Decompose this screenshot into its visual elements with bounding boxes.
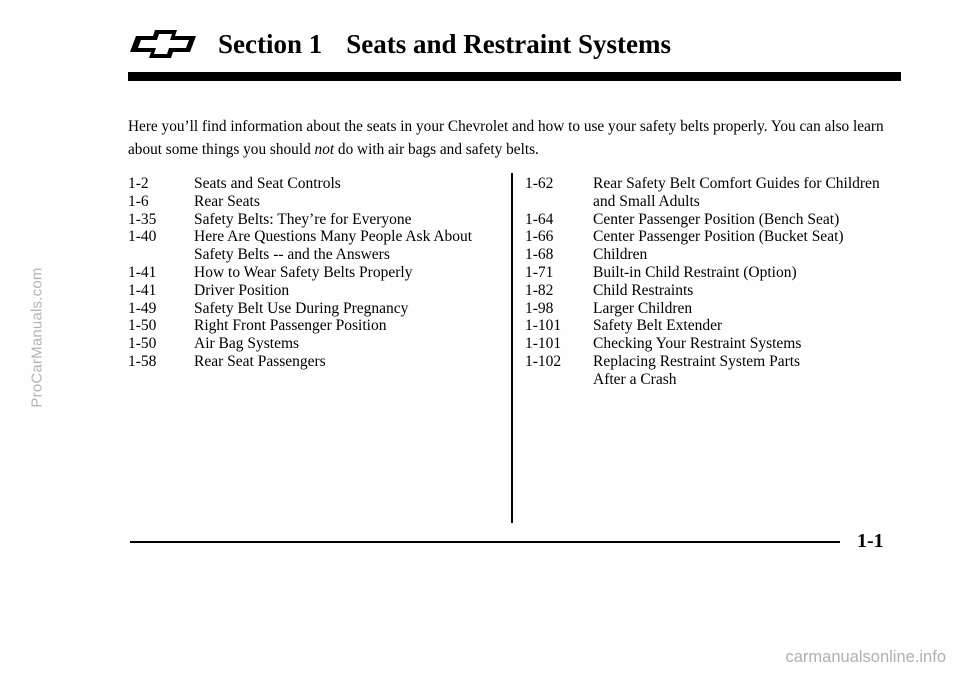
toc-entry-title	[593, 353, 905, 389]
toc-entry-title	[194, 193, 503, 211]
toc-entry-title-line: Larger Children	[593, 299, 693, 317]
toc-entry-title	[194, 264, 503, 282]
toc-entry-title-line: Here Are Questions Many People Ask About	[194, 228, 473, 246]
toc-entry	[525, 300, 905, 318]
toc-page-number: 1-2	[128, 175, 149, 192]
toc-page-number: 1-50	[128, 335, 157, 353]
toc-entry-title-line: Safety Belts: They’re for Everyone	[194, 210, 412, 228]
toc-page-number: 1-68	[525, 246, 554, 264]
toc-entry-title-line: Seats and Seat Controls	[194, 175, 341, 192]
toc-entry-title-line: Replacing Restraint System Parts	[593, 352, 801, 370]
toc-entry-title	[194, 282, 503, 300]
toc-page-number: 1-6	[128, 192, 149, 210]
toc-page-number: 1-50	[128, 317, 157, 335]
toc-page-number: 1-62	[525, 175, 554, 192]
column-divider	[511, 173, 513, 523]
section-label: Section 1	[218, 28, 323, 59]
toc-entry-title	[194, 211, 503, 229]
toc-entry	[525, 211, 905, 229]
toc-entry-title	[593, 175, 905, 211]
intro-text-start: Here you’ll find information about the seats in your Chevrolet and how to use your safety belts properly. You can also learn about some things you should	[128, 118, 884, 158]
toc-entry-title	[194, 335, 503, 353]
toc-entry-title	[593, 264, 905, 282]
toc-entry	[128, 175, 503, 193]
toc-entry-title-line: Safety Belt Use During Pregnancy	[194, 299, 409, 317]
toc-entry-title	[593, 246, 905, 264]
toc-entry-title-line: Driver Position	[194, 281, 290, 299]
toc-entry-title	[593, 228, 905, 246]
toc-entry-title-line: After a Crash	[593, 370, 677, 388]
toc-entry-title	[194, 300, 503, 318]
toc-page-number: 1-49	[128, 299, 157, 317]
intro-emphasis: not	[314, 141, 335, 158]
toc-right-column	[525, 175, 905, 389]
toc-page-number: 1-58	[128, 352, 157, 370]
toc-page-number: 1-40	[128, 228, 157, 246]
toc-entry	[525, 264, 905, 282]
footer-rule	[130, 541, 840, 543]
toc-entry-title-line: Center Passenger Position (Bucket Seat)	[593, 228, 844, 246]
toc-entry-title-line: Air Bag Systems	[194, 335, 300, 353]
toc-entry-title-line: Right Front Passenger Position	[194, 317, 387, 335]
toc-entry-title-line: Safety Belt Extender	[593, 317, 723, 335]
toc-page-number: 1-41	[128, 263, 157, 281]
page-number: 1-1	[857, 530, 884, 552]
toc-entry	[128, 211, 503, 229]
toc-entry	[128, 228, 503, 264]
toc-entry	[525, 282, 905, 300]
toc-entry	[128, 264, 503, 282]
toc-entry-title	[593, 282, 905, 300]
footer-watermark: carmanualsonline.info	[785, 648, 946, 666]
intro-paragraph	[128, 115, 903, 161]
toc-entry-title	[593, 317, 905, 335]
toc-page-number: 1-98	[525, 299, 554, 317]
toc-entry	[525, 335, 905, 353]
side-watermark-text: ProCarManuals.com	[28, 267, 46, 408]
toc-entry	[525, 175, 905, 211]
toc-entry-title	[194, 228, 503, 264]
toc-entry-title-line: How to Wear Safety Belts Properly	[194, 263, 413, 281]
toc-page-number: 1-101	[525, 317, 562, 335]
toc-page-number: 1-101	[525, 335, 562, 353]
toc-entry-title	[194, 353, 503, 371]
toc-entry	[525, 317, 905, 335]
toc-page-number: 1-64	[525, 210, 554, 228]
toc-entry	[128, 353, 503, 371]
toc-page-number: 1-102	[525, 352, 562, 370]
toc-entry	[525, 228, 905, 246]
toc-entry	[128, 193, 503, 211]
toc-entry-title-line: Checking Your Restraint Systems	[593, 335, 802, 353]
toc-entry-title	[593, 211, 905, 229]
toc-entry-title-line: Safety Belts -- and the Answers	[194, 246, 390, 264]
toc-entry-title-line: Built-in Child Restraint (Option)	[593, 263, 797, 281]
chevrolet-bowtie-icon	[126, 29, 204, 59]
intro-text-end: do with air bags and safety belts.	[334, 141, 539, 158]
toc-entry-title-line: Rear Safety Belt Comfort Guides for Children	[593, 175, 880, 192]
toc-entry-title-line: Children	[593, 246, 648, 264]
toc-entry	[128, 282, 503, 300]
toc-entry-title-line: Child Restraints	[593, 281, 694, 299]
toc-entry	[525, 246, 905, 264]
header-rule	[128, 72, 901, 81]
toc-entry-title	[194, 175, 503, 193]
toc-entry-title	[593, 300, 905, 318]
toc-page-number: 1-82	[525, 281, 554, 299]
toc-entry	[128, 300, 503, 318]
toc-page-number: 1-66	[525, 228, 554, 246]
toc-entry-title-line: and Small Adults	[593, 192, 700, 210]
toc-entry-title-line: Rear Seats	[194, 192, 260, 210]
toc-entry	[128, 317, 503, 335]
toc-page-number: 1-41	[128, 281, 157, 299]
section-header	[126, 22, 671, 66]
toc-page-number: 1-35	[128, 210, 157, 228]
toc-page-number: 1-71	[525, 263, 554, 281]
section-title: Seats and Restraint Systems	[346, 28, 672, 59]
toc-left-column	[128, 175, 503, 371]
side-watermark	[22, 0, 52, 675]
toc-entry-title	[593, 335, 905, 353]
toc-entry	[128, 335, 503, 353]
toc-entry-title	[194, 317, 503, 335]
toc-entry	[525, 353, 905, 389]
toc-entry-title-line: Center Passenger Position (Bench Seat)	[593, 210, 840, 228]
toc-entry-title-line: Rear Seat Passengers	[194, 352, 326, 370]
